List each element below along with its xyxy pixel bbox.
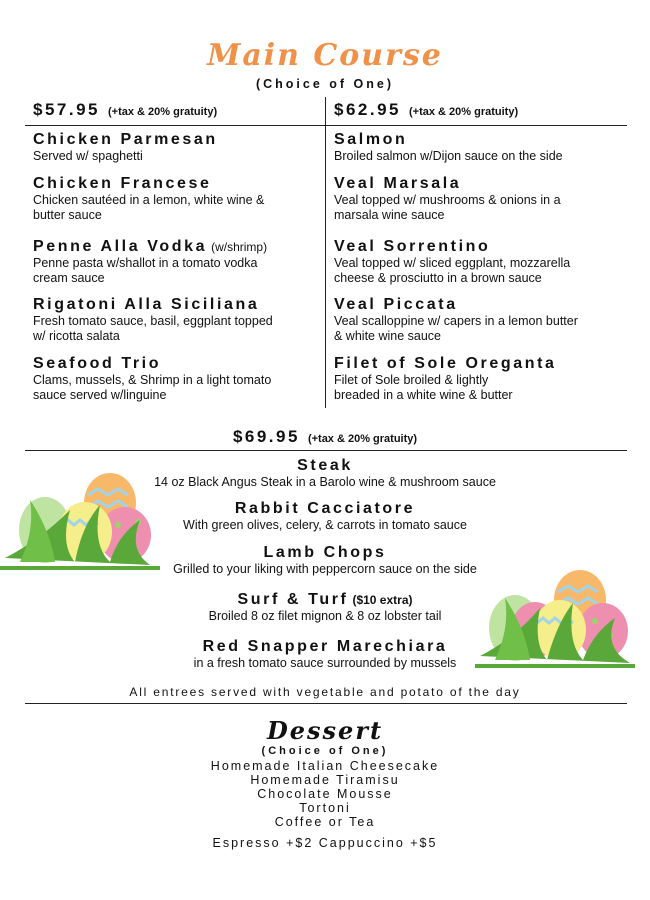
item-note: (w/shrimp): [211, 240, 268, 254]
item-note: ($10 extra): [352, 593, 413, 607]
item-desc: Penne pasta w/shallot in a tomato vodka: [33, 256, 258, 270]
item-desc: Clams, mussels, & Shrimp in a light tomato: [33, 373, 272, 387]
item-desc: Veal scalloppine w/ capers in a lemon butter: [334, 314, 578, 328]
center-price-note: (+tax & 20% gratuity): [307, 433, 418, 445]
item-desc: Chicken sautéed in a lemon, white wine &: [33, 193, 265, 207]
item-name: Veal Sorrentino: [334, 238, 491, 255]
item-desc: With green olives, celery, & carrots in tomato sauce: [183, 518, 467, 532]
item-desc: cream sauce: [33, 271, 105, 285]
item-name: Steak: [297, 457, 353, 474]
center-price-value: $69.95: [232, 427, 300, 446]
item-desc: marsala wine sauce: [334, 208, 445, 222]
divider-center: [25, 450, 627, 451]
center-item-3: [0, 591, 650, 623]
center-item-2: [0, 544, 650, 576]
item-name: Lamb Chops: [263, 544, 387, 561]
item-desc: Fresh tomato sauce, basil, eggplant topped: [33, 314, 273, 328]
left-item-0: [33, 131, 218, 164]
item-desc: Filet of Sole broiled & lightly: [334, 373, 489, 387]
item-desc: 14 oz Black Angus Steak in a Barolo wine & mushroom sauce: [154, 475, 496, 489]
dessert-item: Tortoni: [299, 801, 351, 815]
dessert-item: Homemade Tiramisu: [250, 773, 400, 787]
right-item-4: [334, 355, 557, 403]
item-name: Veal Marsala: [334, 175, 462, 192]
item-desc: Broiled 8 oz filet mignon & 8 oz lobster tail: [208, 609, 442, 623]
item-name-row: [0, 591, 650, 609]
item-desc: Veal topped w/ mushrooms & onions in a: [334, 193, 561, 207]
right-item-1: [334, 175, 561, 223]
left-item-2: [33, 238, 267, 286]
left-price: [33, 100, 217, 120]
entrees-footer: All entrees served with vegetable and potato of the day: [129, 685, 521, 699]
item-desc: breaded in a white wine & butter: [334, 388, 513, 402]
item-name-row: [33, 238, 267, 256]
item-desc: butter sauce: [33, 208, 102, 222]
item-name: Chicken Parmesan: [33, 131, 218, 148]
item-desc: Broiled salmon w/Dijon sauce on the side: [334, 149, 563, 163]
item-desc: in a fresh tomato sauce surrounded by mussels: [193, 656, 457, 670]
right-price: [334, 100, 518, 120]
item-desc: Veal topped w/ sliced eggplant, mozzarella: [334, 256, 571, 270]
divider-bottom: [25, 703, 627, 704]
item-name: Salmon: [334, 131, 408, 148]
center-item-1: [0, 500, 650, 532]
dessert-drinks: Espresso +$2 Cappuccino +$5: [212, 836, 438, 850]
item-desc: Grilled to your liking with peppercorn sauce on the side: [173, 562, 477, 576]
item-name: Rabbit Cacciatore: [234, 500, 416, 517]
dessert-item: Chocolate Mousse: [257, 787, 393, 801]
item-name: Red Snapper Marechiara: [202, 638, 448, 655]
right-price-note: (+tax & 20% gratuity): [409, 106, 519, 118]
item-desc: & white wine sauce: [334, 329, 442, 343]
item-desc: cheese & prosciutto in a brown sauce: [334, 271, 542, 285]
item-name: Penne Alla Vodka: [33, 238, 208, 255]
divider-vertical: [325, 97, 326, 408]
dessert-title: Dessert: [266, 716, 384, 745]
main-course-title: Main Course: [207, 38, 443, 73]
dessert-list: [0, 759, 650, 829]
center-item-4: [0, 638, 650, 670]
item-desc: Served w/ spaghetti: [33, 149, 143, 163]
left-price-note: (+tax & 20% gratuity): [108, 106, 218, 118]
left-item-1: [33, 175, 264, 223]
divider-top: [25, 125, 627, 126]
center-price: [0, 427, 650, 447]
item-desc: sauce served w/linguine: [33, 388, 167, 402]
dessert-item: Coffee or Tea: [274, 815, 376, 829]
item-name: Filet of Sole Oreganta: [334, 355, 557, 372]
item-desc: w/ ricotta salata: [33, 329, 120, 343]
item-name: Surf & Turf: [237, 591, 349, 608]
dessert-subtitle: (Choice of One): [261, 745, 389, 757]
item-name: Veal Piccata: [334, 296, 458, 313]
right-price-value: $62.95: [334, 100, 401, 119]
left-item-3: [33, 296, 273, 344]
left-price-value: $57.95: [33, 100, 100, 119]
item-name: Chicken Francese: [33, 175, 212, 192]
item-name: Seafood Trio: [33, 355, 162, 372]
main-course-subtitle: (Choice of One): [255, 77, 395, 91]
right-item-2: [334, 238, 570, 286]
dessert-item: Homemade Italian Cheesecake: [210, 759, 440, 773]
item-name: Rigatoni Alla Siciliana: [33, 296, 260, 313]
right-item-0: [334, 131, 563, 164]
center-item-0: [0, 457, 650, 489]
right-item-3: [334, 296, 578, 344]
left-item-4: [33, 355, 271, 403]
